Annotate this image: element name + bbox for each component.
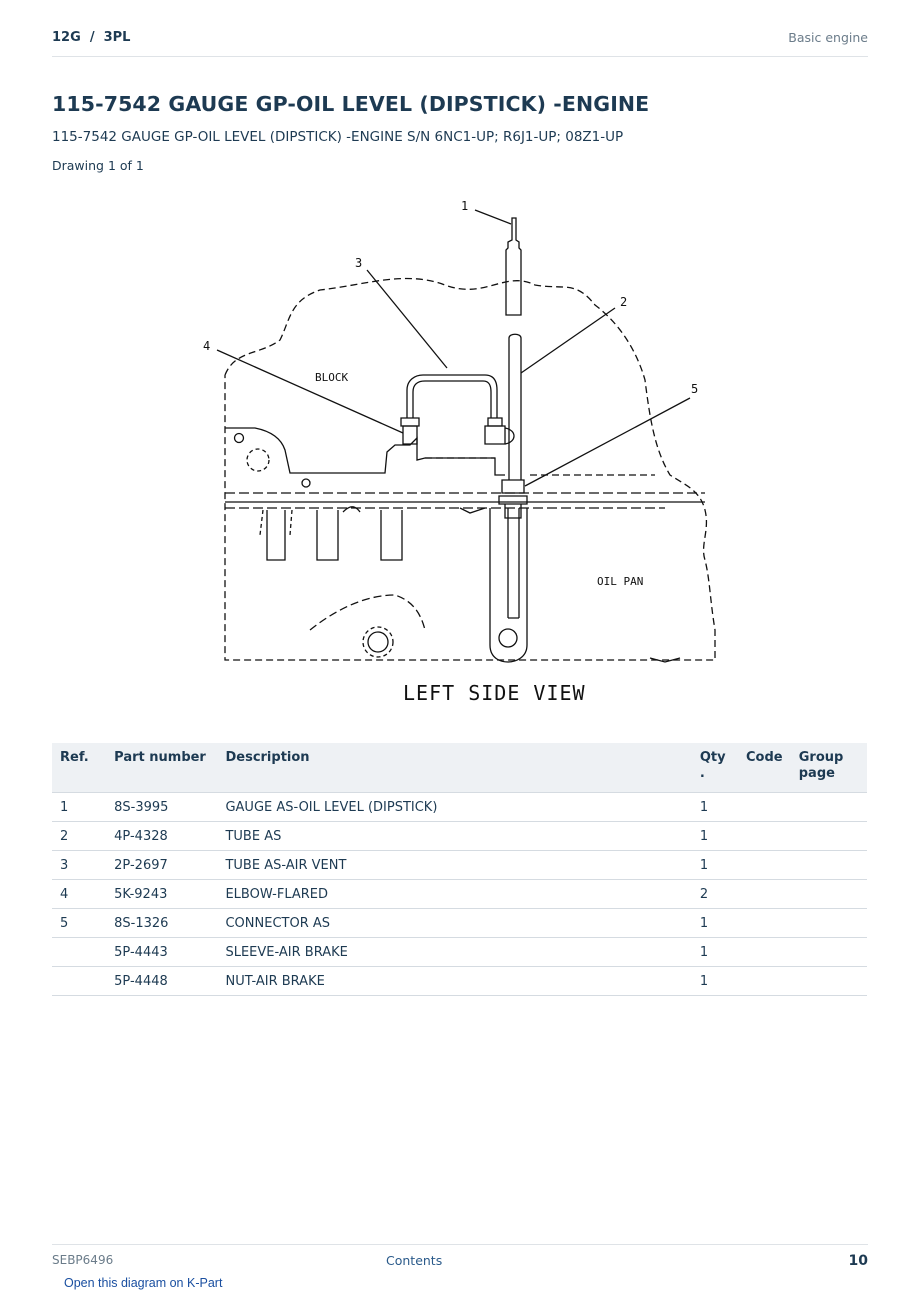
cell-qty: 1 (692, 793, 738, 822)
col-description: Description (217, 743, 691, 793)
cell-description: SLEEVE-AIR BRAKE (217, 938, 691, 967)
leader-5 (525, 398, 690, 486)
col-part-number: Part number (106, 743, 217, 793)
col-ref: Ref. (52, 743, 106, 793)
cell-code (738, 909, 791, 938)
callout-5: 5 (691, 382, 699, 396)
housing-outline (225, 279, 715, 660)
cell-part-number: 2P-2697 (106, 851, 217, 880)
page-subtitle: 115-7542 GAUGE GP-OIL LEVEL (DIPSTICK) -ENGINE S/N 6NC1-UP; R6J1-UP; 08Z1-UP (52, 129, 624, 145)
cell-description: CONNECTOR AS (217, 909, 691, 938)
callout-2: 2 (620, 295, 628, 309)
document-id: SEBP6496 (52, 1253, 114, 1267)
table-row (52, 909, 867, 938)
cell-ref (52, 938, 106, 967)
cell-qty: 1 (692, 909, 738, 938)
section-name: Basic engine (788, 30, 868, 45)
cell-ref: 1 (52, 793, 106, 822)
cell-group-page (791, 793, 867, 822)
cell-qty: 1 (692, 938, 738, 967)
view-label: LEFT SIDE VIEW (403, 681, 586, 705)
cell-code (738, 793, 791, 822)
table-row (52, 793, 867, 822)
cell-group-page (791, 880, 867, 909)
cell-part-number: 5P-4443 (106, 938, 217, 967)
connector-body (502, 480, 524, 493)
contents-link[interactable]: Contents (386, 1253, 443, 1268)
cell-code (738, 967, 791, 996)
cell-part-number: 5P-4448 (106, 967, 217, 996)
block-label: BLOCK (315, 371, 349, 384)
col-code: Code (738, 743, 791, 793)
callout-4: 4 (203, 339, 211, 353)
cell-part-number: 8S-3995 (106, 793, 217, 822)
cell-description: TUBE AS (217, 822, 691, 851)
table-header-row (52, 743, 867, 793)
page-title: 115-7542 GAUGE GP-OIL LEVEL (DIPSTICK) -ENGINE (52, 92, 650, 116)
cell-group-page (791, 822, 867, 851)
elbow-right (488, 418, 502, 426)
bolt-hole-left-upper (235, 434, 244, 443)
cell-code (738, 938, 791, 967)
cell-code (738, 880, 791, 909)
cell-group-page (791, 909, 867, 938)
cell-qty: 2 (692, 880, 738, 909)
block-inner-outline (225, 428, 505, 475)
cell-description: NUT-AIR BRAKE (217, 967, 691, 996)
bolt-hole-left (247, 449, 269, 471)
col-qty: Qty . (692, 743, 738, 793)
cell-qty: 1 (692, 967, 738, 996)
dipstick-gauge (506, 218, 521, 315)
cell-ref (52, 967, 106, 996)
leader-1 (475, 210, 511, 224)
cell-code (738, 851, 791, 880)
cell-description: ELBOW-FLARED (217, 880, 691, 909)
callout-1: 1 (461, 199, 469, 213)
model-breadcrumb: 12G / 3PL (52, 30, 131, 45)
drawing-count: Drawing 1 of 1 (52, 158, 144, 173)
page-header (52, 28, 868, 57)
cell-ref: 3 (52, 851, 106, 880)
cell-part-number: 4P-4328 (106, 822, 217, 851)
tube-boss-hole (499, 629, 517, 647)
oil-pan-label: OIL PAN (597, 575, 644, 588)
table-row (52, 880, 867, 909)
cell-ref: 4 (52, 880, 106, 909)
cell-ref: 5 (52, 909, 106, 938)
parts-table (52, 743, 867, 996)
cell-qty: 1 (692, 822, 738, 851)
parts-diagram (195, 190, 735, 715)
table-row (52, 851, 867, 880)
open-diagram-kpart-link[interactable]: Open this diagram on K-Part (64, 1276, 223, 1290)
col-group-page: Group page (791, 743, 867, 793)
leader-3 (367, 270, 447, 368)
cell-ref: 2 (52, 822, 106, 851)
cell-part-number: 8S-1326 (106, 909, 217, 938)
cell-qty: 1 (692, 851, 738, 880)
cell-part-number: 5K-9243 (106, 880, 217, 909)
dipstick-tube (509, 334, 521, 480)
leader-4 (217, 350, 403, 433)
table-row (52, 938, 867, 967)
bolt-hole-small (302, 479, 310, 487)
leader-2 (521, 308, 615, 373)
cell-description: GAUGE AS-OIL LEVEL (DIPSTICK) (217, 793, 691, 822)
table-row (52, 822, 867, 851)
callout-3: 3 (355, 256, 363, 270)
cell-group-page (791, 851, 867, 880)
page-number: 10 (848, 1253, 868, 1269)
elbow-left (401, 418, 419, 426)
cell-group-page (791, 938, 867, 967)
table-row (52, 967, 867, 996)
pan-bolt-inner (368, 632, 388, 652)
cell-group-page (791, 967, 867, 996)
cell-description: TUBE AS-AIR VENT (217, 851, 691, 880)
parts-table-body (52, 793, 867, 996)
cell-code (738, 822, 791, 851)
